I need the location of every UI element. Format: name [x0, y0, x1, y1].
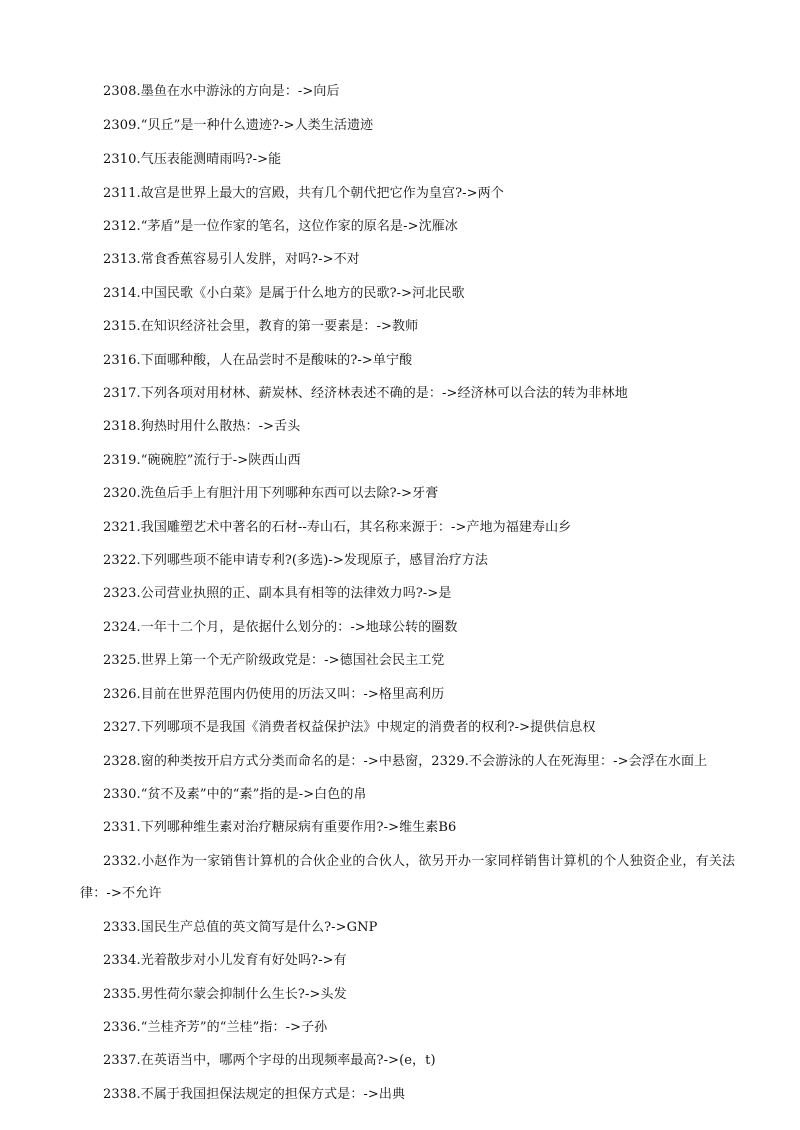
qa-item-2320: 2320.洗鱼后手上有胆汁用下列哪种东西可以去除?->牙膏 [103, 486, 439, 501]
qa-item-2314: 2314.中国民歌《小白菜》是属于什么地方的民歌?->河北民歌 [103, 286, 465, 301]
qa-item-2310: 2310.气压表能测晴雨吗?->能 [103, 152, 282, 167]
qa-item-2335: 2335.男性荷尔蒙会抑制什么生长?->头发 [103, 987, 347, 1002]
qa-item-2338: 2338.不属于我国担保法规定的担保方式是：->出典 [103, 1087, 406, 1102]
qa-item-2311: 2311.故宫是世界上最大的宫殿，共有几个朝代把它作为皇宫?->两个 [103, 186, 504, 201]
qa-item-2333: 2333.国民生产总值的英文简写是什么?->GNP [103, 920, 378, 935]
qa-item-2322: 2322.下列哪些项不能申请专利?(多选)->发现原子，感冒治疗方法 [103, 553, 489, 568]
qa-item-2328: 2328.窗的种类按开启方式分类而命名的是：->中悬窗，2329.不会游泳的人在死海里：->会浮在水面上 [103, 754, 708, 769]
qa-item-2308: 2308.墨鱼在水中游泳的方向是：->向后 [103, 84, 340, 99]
qa-item-2315: 2315.在知识经济社会里，教育的第一要素是：->教师 [103, 319, 419, 334]
qa-item-2317: 2317.下列各项对用材林、薪炭林、经济林表述不确的是：->经济林可以合法的转为非林地 [103, 386, 628, 401]
qa-item-2316: 2316.下面哪种酸，人在品尝时不是酸味的?->单宁酸 [103, 353, 413, 368]
qa-item-2336: 2336.“兰桂齐芳”的“兰桂”指：->子孙 [103, 1020, 328, 1035]
qa-item-2318: 2318.狗热时用什么散热：->舌头 [103, 419, 301, 434]
qa-item-2330: 2330.“贫不及素”中的“素”指的是->白色的帛 [103, 787, 367, 802]
qa-item-2321: 2321.我国雕塑艺术中著名的石材--寿山石，其名称来源于：->产地为福建寿山乡 [103, 520, 572, 535]
qa-item-2313: 2313.常食香蕉容易引人发胖，对吗?->不对 [103, 252, 360, 267]
qa-item-2323: 2323.公司营业执照的正、副本具有相等的法律效力吗?->是 [103, 586, 452, 601]
qa-item-2324: 2324.一年十二个月，是依据什么划分的：->地球公转的圈数 [103, 620, 458, 635]
qa-item-2334: 2334.光着散步对小儿发育有好处吗?->有 [103, 953, 347, 968]
qa-item-2327: 2327.下列哪项不是我国《消费者权益保护法》中规定的消费者的权利?->提供信息权 [103, 720, 596, 735]
qa-item-2326: 2326.目前在世界范围内仍使用的历法又叫：->格里高利历 [103, 687, 445, 702]
qa-item-2332: 2332.小赵作为一家销售计算机的合伙企业的合伙人，欲另开办一家同样销售计算机的个人独资企业，有关法律：->不允许 [80, 854, 736, 901]
qa-item-2337: 2337.在英语当中，哪两个字母的出现频率最高?->(e，t) [103, 1053, 436, 1068]
qa-item-2331: 2331.下列哪种维生素对治疗糖尿病有重要作用?->维生素B6 [103, 820, 457, 835]
qa-item-2309: 2309.“贝丘”是一种什么遗迹?->人类生活遗迹 [103, 118, 374, 133]
qa-item-2312: 2312.“茅盾”是一位作家的笔名，这位作家的原名是->沈雁冰 [103, 219, 458, 234]
qa-item-2325: 2325.世界上第一个无产阶级政党是：->德国社会民主工党 [103, 653, 445, 668]
qa-item-2319: 2319.“碗碗腔”流行于->陕西山西 [103, 453, 301, 468]
